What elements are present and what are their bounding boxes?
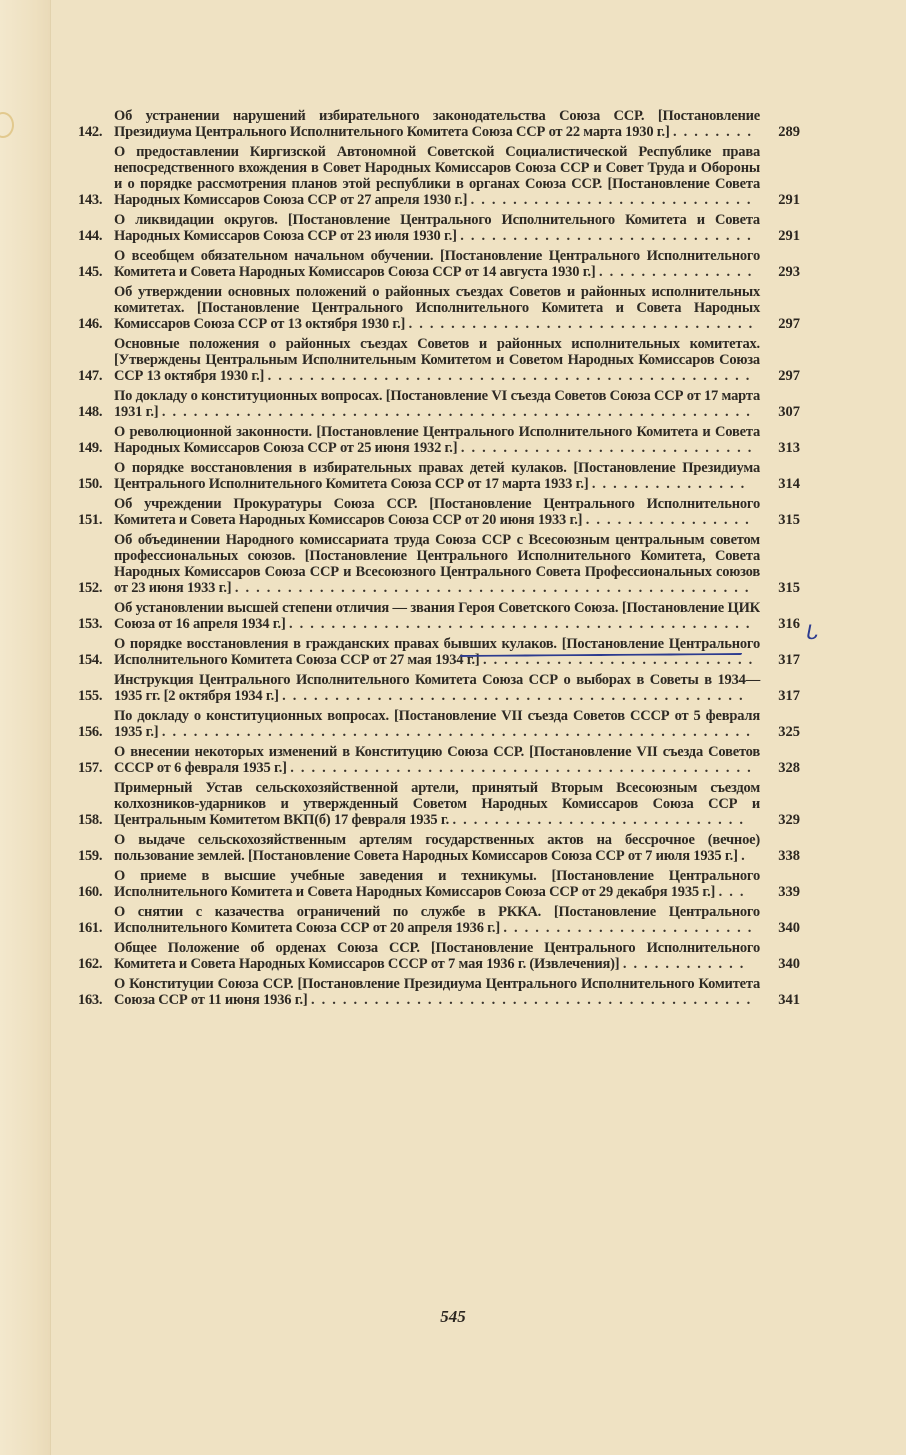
dot-leader: ........ [673, 124, 759, 140]
entry-title: Об объединении Народного комиссариата труда Союза ССР с Всесоюзным центральным советом профессиональных союзов. [Постановление Центрального Исполнительного Комитета, Совета Народных Комиссаров Союза ССР и Всесоюзного Центрального Совета Профессиональных союзов от 23 июня 1933 г.] ................................................. [114, 532, 760, 596]
dot-leader: ............................................ [289, 616, 757, 632]
dot-leader: ........................... [470, 192, 758, 208]
toc-entry [78, 832, 800, 864]
toc-entry [78, 976, 800, 1008]
entry-page: 339 [778, 884, 800, 900]
entry-title: О выдаче сельскохозяйственным артелям государственных актов на бессрочное (вечное) пользование землей. [Постановление Совета Народных Комиссаров Союза ССР от 7 июля 1935 г.] . [114, 832, 760, 864]
toc-entry [78, 336, 800, 384]
entry-page: 315 [778, 580, 800, 596]
entry-title: О порядке восстановления в гражданских правах бывших кулаков. [Постановление Центрального Исполнительного Комитета Союза ССР от 27 мая 1934 г.] .......................... [114, 636, 760, 668]
dot-leader: ........................ [503, 920, 759, 936]
entry-number: 153. [78, 616, 103, 632]
toc-entry [78, 532, 800, 596]
entry-number: 143. [78, 192, 103, 208]
entry-number: 152. [78, 580, 103, 596]
dot-leader: .............................................. [267, 368, 757, 384]
entry-title: О приеме в высшие учебные заведения и техникумы. [Постановление Центрального Исполнительного Комитета и Совета Народных Комиссаров Союза ССР от 29 декабря 1935 г.] ... [114, 868, 760, 900]
dot-leader: ................................. [408, 316, 760, 332]
entry-number: 157. [78, 760, 103, 776]
entry-page: 338 [778, 848, 800, 864]
toc-entry [78, 212, 800, 244]
entry-page: 317 [778, 652, 800, 668]
entry-page: 289 [778, 124, 800, 140]
entry-number: 163. [78, 992, 103, 1008]
dot-leader: . [741, 848, 752, 864]
entry-title: Примерный Устав сельскохозяйственной артели, принятый Вторым Всесоюзным съездом колхозников-ударников и утвержденный Советом Народных Комиссаров Союза ССР и Центральным Комитетом ВКП(б) 17 февраля 1935 г. ............................ [114, 780, 760, 828]
entry-page: 341 [778, 992, 800, 1008]
toc-entry [78, 284, 800, 332]
dot-leader: ... [718, 884, 751, 900]
entry-title: О революционной законности. [Постановление Центрального Исполнительного Комитета и Совета Народных Комиссаров Союза ССР от 25 июня 1932 г.] ............................ [114, 424, 760, 456]
toc-entry [78, 744, 800, 776]
toc-entry [78, 460, 800, 492]
entry-title: По докладу о конституционных вопросах. [Постановление VI съезда Советов Союза ССР от 17 марта 1931 г.] ........................................................ [114, 388, 760, 420]
dot-leader: ........................................................ [161, 404, 757, 420]
page-number: 545 [440, 1307, 466, 1326]
dot-leader: ................ [585, 512, 756, 528]
entry-page: 307 [778, 404, 800, 420]
entry-number: 142. [78, 124, 103, 140]
entry-number: 145. [78, 264, 103, 280]
toc-entry [78, 672, 800, 704]
dot-leader: ............... [591, 476, 752, 492]
entry-page: 297 [778, 368, 800, 384]
entry-number: 147. [78, 368, 103, 384]
toc-entry [78, 940, 800, 972]
toc-entry [78, 424, 800, 456]
entry-title: О снятии с казачества ограничений по службе в РККА. [Постановление Центрального Исполнительного Комитета Союза ССР от 20 апреля 1936 г.] ........................ [114, 904, 760, 936]
toc-entry [78, 144, 800, 208]
entry-number: 162. [78, 956, 103, 972]
dot-leader: .......................................... [310, 992, 758, 1008]
entry-number: 156. [78, 724, 103, 740]
dot-leader: ............................................ [290, 760, 758, 776]
entry-title: Основные положения о районных съездах Советов и районных исполнительных комитетах. [Утверждены Центральным Исполнительным Комитетом и Советом Народных Комиссаров Союза ССР 13 октября 1930 г.] .............................................. [114, 336, 760, 384]
toc-entry [78, 708, 800, 740]
page-margin-edge [0, 0, 51, 1455]
entry-page: 315 [778, 512, 800, 528]
entry-title: О предоставлении Киргизской Автономной Советской Социалистической Республике права непосредственного вхождения в Совет Народных Комиссаров Союза ССР и Совет Труда и Обороны и о порядке рассмотрения планов этой республики в органах Союза ССР. [Постановление Совета Народных Комиссаров Союза ССР от 27 апреля 1930 г.] ........................... [114, 144, 760, 208]
entry-title: Инструкция Центрального Исполнительного Комитета Союза ССР о выборах в Советы в 1934—1935 гг. [2 октября 1934 г.] ............................................ [114, 672, 760, 704]
entry-number: 148. [78, 404, 103, 420]
entry-page: 325 [778, 724, 800, 740]
dot-leader: ........................................................ [161, 724, 757, 740]
handwritten-margin-mark: ᒐ [806, 620, 819, 644]
entry-page: 340 [778, 956, 800, 972]
entry-title: По докладу о конституционных вопросах. [Постановление VII съезда Советов СССР от 5 февраля 1935 г.] ........................................................ [114, 708, 760, 740]
dot-leader: ............................ [460, 228, 758, 244]
dot-leader: ................................................. [234, 580, 756, 596]
dot-leader: ............................................ [282, 688, 750, 704]
toc-entry [78, 904, 800, 936]
entry-page: 314 [778, 476, 800, 492]
entry-title: О Конституции Союза ССР. [Постановление Президиума Центрального Исполнительного Комитета Союза ССР от 11 июня 1936 г.] .......................................... [114, 976, 760, 1008]
entry-page: 297 [778, 316, 800, 332]
toc-entry [78, 496, 800, 528]
entry-number: 160. [78, 884, 103, 900]
entry-page: 291 [778, 192, 800, 208]
entry-title: О всеобщем обязательном начальном обучении. [Постановление Центрального Исполнительного Комитета и Совета Народных Комиссаров Союза ССР от 14 августа 1930 г.] ............... [114, 248, 760, 280]
toc-entry [78, 248, 800, 280]
entry-page: 329 [778, 812, 800, 828]
entry-title: О ликвидации округов. [Постановление Центрального Исполнительного Комитета и Совета Народных Комиссаров Союза ССР от 23 июля 1930 г.] ............................ [114, 212, 760, 244]
entry-title: Об установлении высшей степени отличия — звания Героя Советского Союза. [Постановление ЦИК Союза от 16 апреля 1934 г.] ............................................ [114, 600, 760, 632]
toc-entry [78, 600, 800, 632]
entry-number: 146. [78, 316, 103, 332]
entry-page: 316 [778, 616, 800, 632]
entry-page: 328 [778, 760, 800, 776]
entry-number: 151. [78, 512, 103, 528]
entry-page: 293 [778, 264, 800, 280]
toc-entry [78, 780, 800, 828]
entry-title: Общее Положение об орденах Союза ССР. [Постановление Центрального Исполнительного Комитета и Совета Народных Комиссаров СССР от 7 мая 1936 г. (Извлечения)] ............ [114, 940, 760, 972]
entry-number: 158. [78, 812, 103, 828]
entry-title: Об учреждении Прокуратуры Союза ССР. [Постановление Центрального Исполнительного Комитета и Совета Народных Комиссаров Союза ССР от 20 июня 1933 г.] ................ [114, 496, 760, 528]
dot-leader: .......................... [483, 652, 760, 668]
toc-entry [78, 388, 800, 420]
entry-number: 154. [78, 652, 103, 668]
entry-title: Об устранении нарушений избирательного законодательства Союза ССР. [Постановление Президиума Центрального Исполнительного Комитета Союза ССР от 22 марта 1930 г.] ........ [114, 108, 760, 140]
entry-number: 149. [78, 440, 103, 456]
entry-page: 291 [778, 228, 800, 244]
dot-leader: ............... [598, 264, 759, 280]
entry-page: 313 [778, 440, 800, 456]
toc-entry [78, 108, 800, 140]
dot-leader: ............................ [452, 812, 750, 828]
toc-entry [78, 868, 800, 900]
dot-leader: ............................ [460, 440, 759, 456]
table-of-contents [78, 108, 800, 1012]
entry-title: О порядке восстановления в избирательных правах детей кулаков. [Постановление Президиума Центрального Исполнительного Комитета Союза ССР от 17 марта 1933 г.] ............... [114, 460, 760, 492]
entry-number: 159. [78, 848, 103, 864]
entry-number: 155. [78, 688, 103, 704]
entry-title: О внесении некоторых изменений в Конституцию Союза ССР. [Постановление VII съезда Советов СССР от 6 февраля 1935 г.] ............................................ [114, 744, 760, 776]
entry-title: Об утверждении основных положений о районных съездах Советов и районных исполнительных комитетах. [Постановление Центрального Исполнительного Комитета и Совета Народных Комиссаров Союза ССР от 13 октября 1930 г.] ................................. [114, 284, 760, 332]
entry-number: 150. [78, 476, 103, 492]
entry-page: 317 [778, 688, 800, 704]
entry-page: 340 [778, 920, 800, 936]
entry-number: 161. [78, 920, 103, 936]
dot-leader: ............ [622, 956, 751, 972]
entry-number: 144. [78, 228, 103, 244]
